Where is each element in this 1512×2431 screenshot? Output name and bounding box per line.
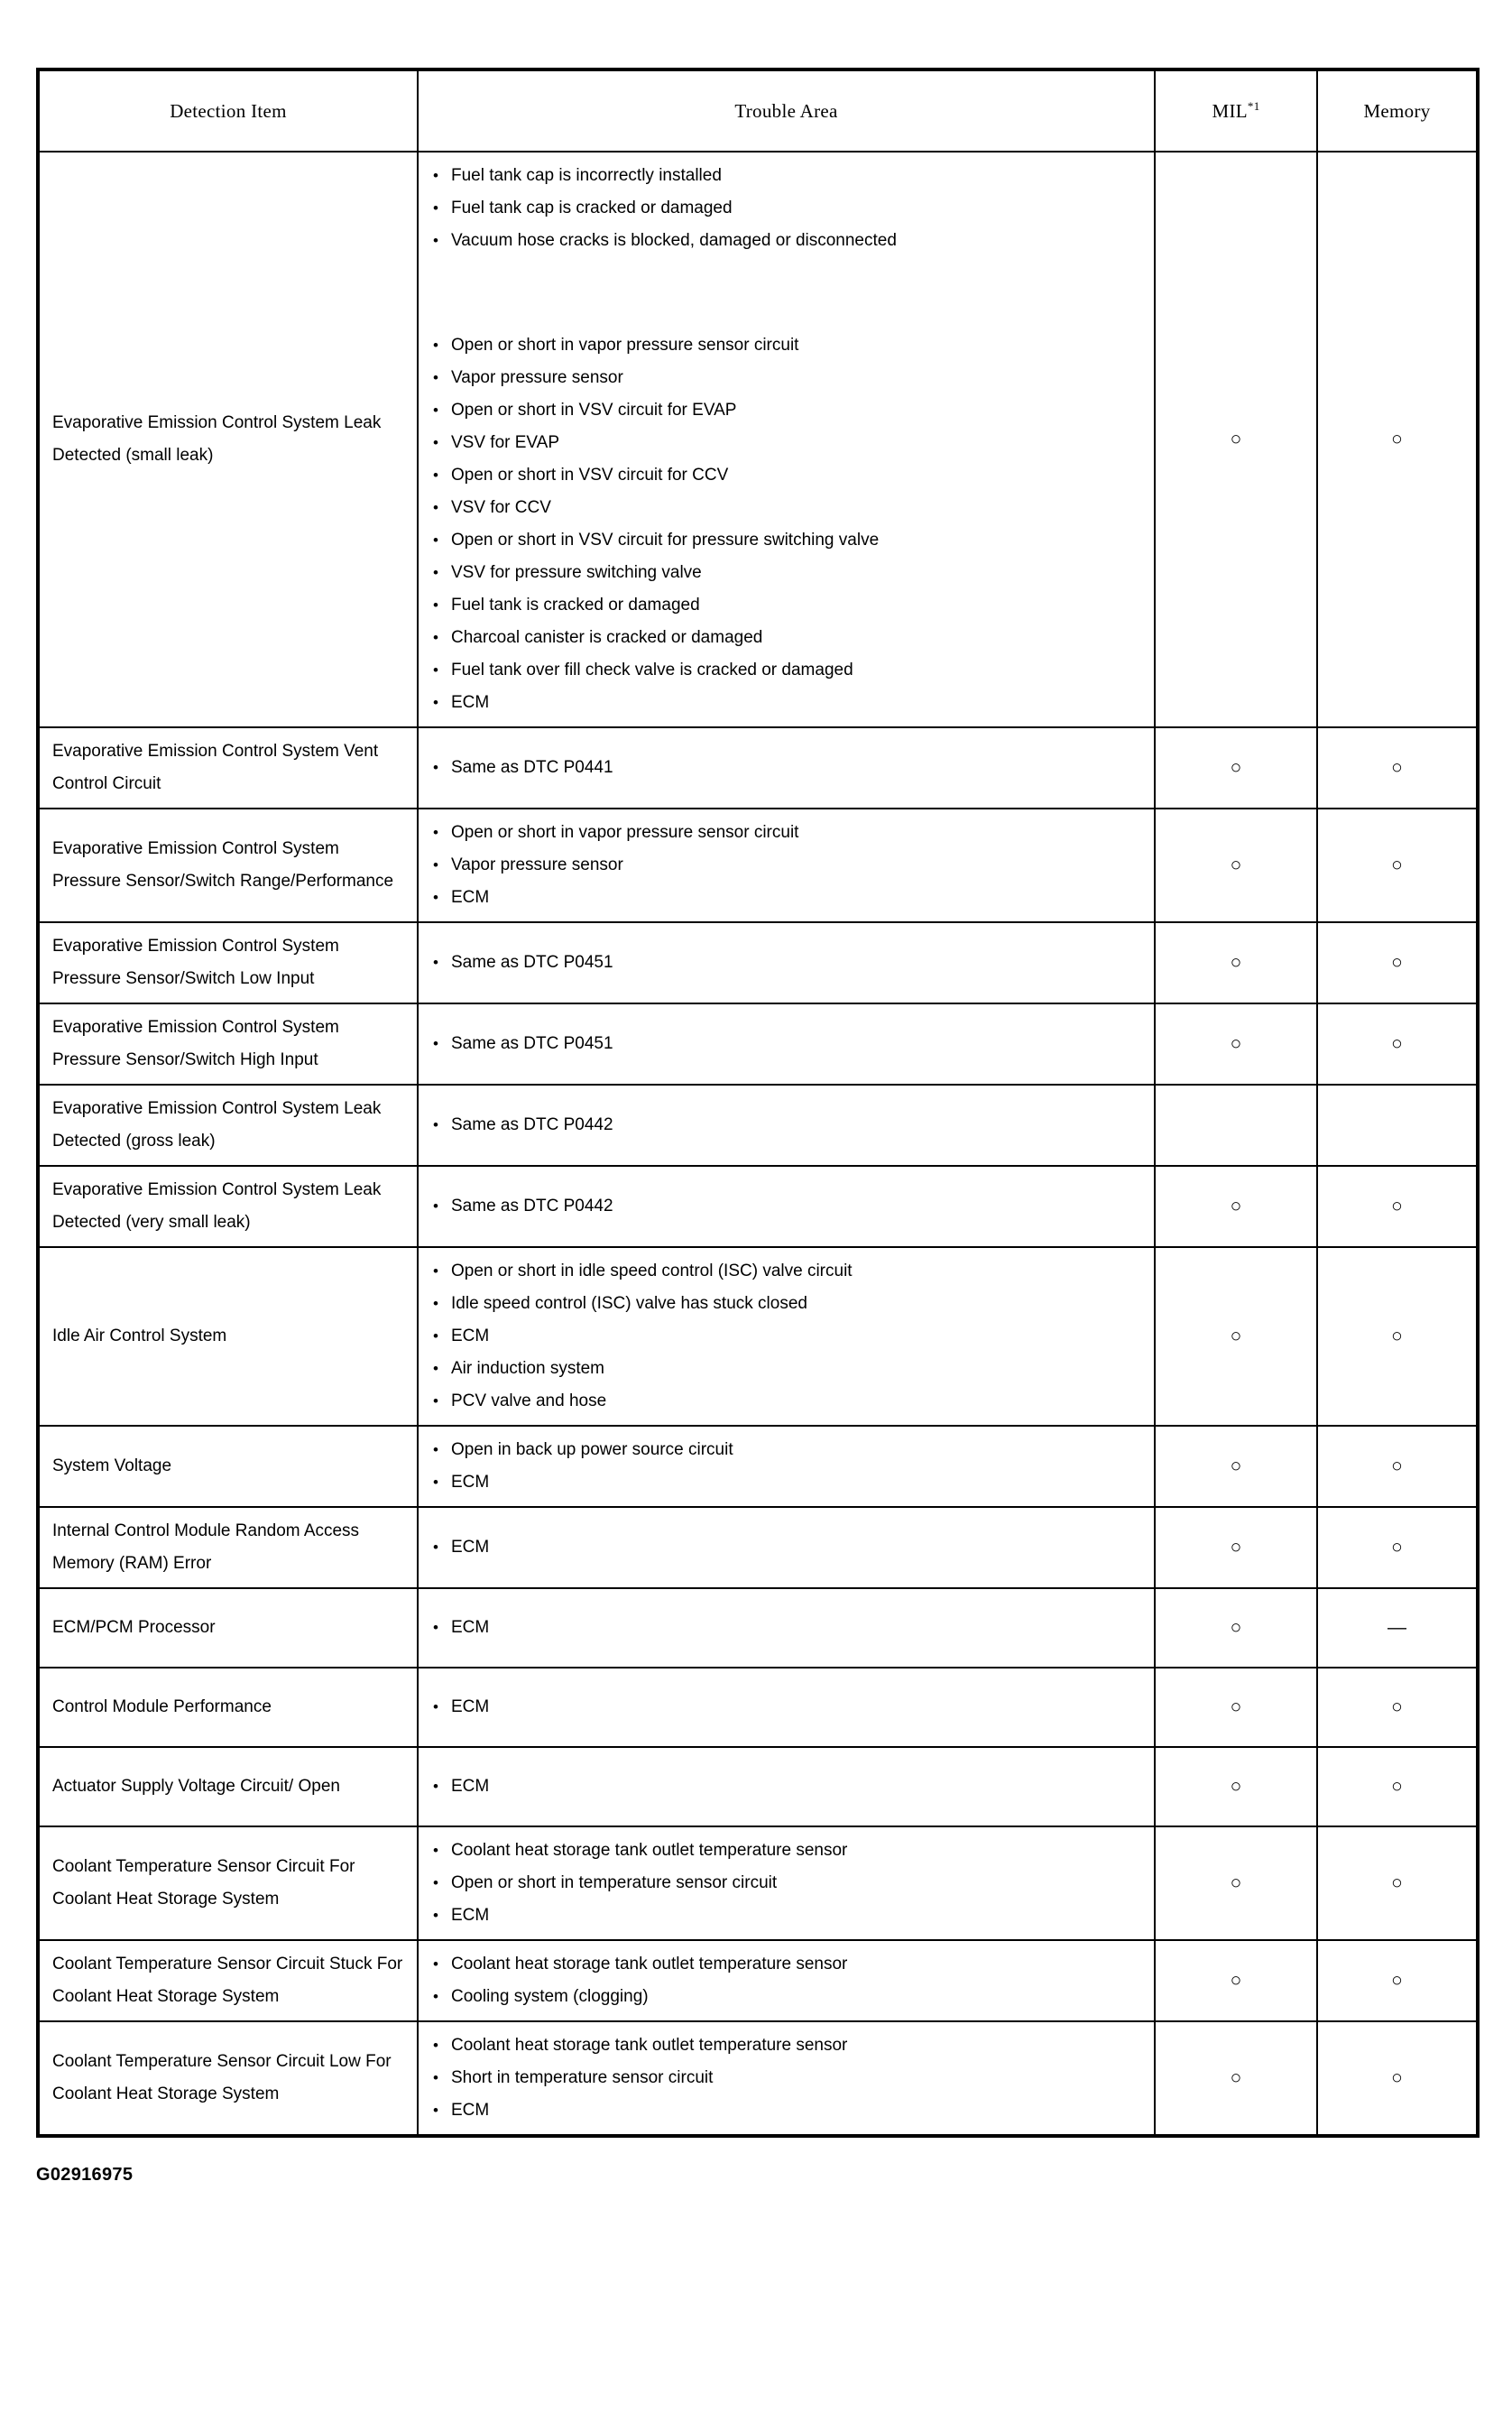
bullet-icon: •	[433, 2069, 438, 2086]
detection-item-cell: Evaporative Emission Control System Leak Detected (small leak)	[38, 152, 418, 727]
memory-cell: —	[1317, 1588, 1478, 1668]
trouble-area-cell	[418, 1426, 1155, 1507]
bullet-icon: •	[433, 1988, 438, 2005]
mil-footnote-marker: *1	[1247, 98, 1260, 113]
bullet-icon: •	[433, 1474, 438, 1491]
trouble-area-text: ECM	[451, 2101, 490, 2120]
trouble-area-text: ECM	[451, 1777, 490, 1796]
trouble-area-cell	[418, 1003, 1155, 1085]
trouble-area-item	[433, 1835, 1143, 1867]
table-row	[38, 922, 1478, 1003]
trouble-area-text: Coolant heat storage tank outlet temperature sensor	[451, 2036, 848, 2055]
trouble-area-list	[433, 1255, 1143, 1418]
detection-item-cell: Internal Control Module Random Access Memory (RAM) Error	[38, 1507, 418, 1588]
trouble-area-text: ECM	[451, 1473, 490, 1492]
trouble-area-text: Same as DTC P0441	[451, 758, 613, 777]
trouble-area-text: VSV for CCV	[451, 498, 551, 517]
trouble-area-text: Cooling system (clogging)	[451, 1987, 649, 2006]
mil-cell: ○	[1155, 1826, 1317, 1940]
detection-item-cell: Coolant Temperature Sensor Circuit Stuck For Coolant Heat Storage System	[38, 1940, 418, 2021]
mil-cell: ○	[1155, 727, 1317, 809]
memory-cell: ○	[1317, 922, 1478, 1003]
bullet-icon: •	[433, 1360, 438, 1377]
trouble-area-text: ECM	[451, 1326, 490, 1345]
column-header-trouble-area: Trouble Area	[418, 69, 1155, 152]
trouble-area-item	[433, 1255, 1143, 1288]
trouble-area-item	[433, 654, 1143, 687]
mil-cell: ○	[1155, 809, 1317, 922]
table-row	[38, 152, 1478, 727]
memory-cell: ○	[1317, 1507, 1478, 1588]
trouble-area-text: ECM	[451, 1618, 490, 1637]
trouble-area-text: Idle speed control (ISC) valve has stuck closed	[451, 1294, 807, 1313]
trouble-area-text: Open or short in temperature sensor circuit	[451, 1873, 778, 1892]
bullet-icon: •	[433, 954, 438, 971]
table-row	[38, 1507, 1478, 1588]
memory-cell: ○	[1317, 152, 1478, 727]
table-row	[38, 1747, 1478, 1826]
bullet-gap	[433, 257, 1143, 293]
detection-item-cell: Evaporative Emission Control System Leak Detected (very small leak)	[38, 1166, 418, 1247]
figure-id-label: G02916975	[36, 2165, 134, 2185]
trouble-area-item	[433, 1867, 1143, 1900]
trouble-area-text: Open or short in VSV circuit for EVAP	[451, 401, 737, 420]
trouble-area-list	[433, 1109, 1143, 1142]
bullet-icon: •	[433, 661, 438, 679]
trouble-area-item	[433, 492, 1143, 524]
trouble-area-text: Fuel tank over fill check valve is cracked or damaged	[451, 661, 853, 679]
trouble-area-item	[433, 524, 1143, 557]
trouble-area-text: Vapor pressure sensor	[451, 368, 623, 387]
trouble-area-item	[433, 1434, 1143, 1466]
memory-cell: ○	[1317, 1940, 1478, 2021]
detection-item-cell: Idle Air Control System	[38, 1247, 418, 1426]
trouble-area-text: ECM	[451, 693, 490, 712]
trouble-area-list	[433, 1691, 1143, 1724]
mil-cell	[1155, 1085, 1317, 1166]
memory-cell: ○	[1317, 1826, 1478, 1940]
bullet-icon: •	[433, 564, 438, 581]
bullet-icon: •	[433, 199, 438, 217]
trouble-area-text: ECM	[451, 1906, 490, 1925]
trouble-area-item	[433, 2062, 1143, 2094]
detection-item-cell: Evaporative Emission Control System Vent Control Circuit	[38, 727, 418, 809]
trouble-area-cell	[418, 1940, 1155, 2021]
table-row	[38, 1426, 1478, 1507]
mil-cell: ○	[1155, 1747, 1317, 1826]
bullet-icon: •	[433, 2037, 438, 2054]
trouble-area-text: Charcoal canister is cracked or damaged	[451, 628, 763, 647]
trouble-area-item	[433, 1948, 1143, 1981]
trouble-area-item	[433, 1385, 1143, 1418]
trouble-area-cell	[418, 809, 1155, 922]
trouble-area-item	[433, 2094, 1143, 2127]
trouble-area-item	[433, 1353, 1143, 1385]
trouble-area-text: Same as DTC P0442	[451, 1197, 613, 1216]
trouble-area-list	[433, 1190, 1143, 1223]
trouble-area-item	[433, 882, 1143, 914]
trouble-area-item	[433, 2029, 1143, 2062]
trouble-area-text: Coolant heat storage tank outlet temperature sensor	[451, 1841, 848, 1860]
bullet-icon: •	[433, 1197, 438, 1215]
bullet-icon: •	[433, 1262, 438, 1280]
trouble-area-item	[433, 1531, 1143, 1564]
trouble-area-text: Same as DTC P0451	[451, 1034, 613, 1053]
detection-item-cell: ECM/PCM Processor	[38, 1588, 418, 1668]
column-header-mil	[1155, 69, 1317, 152]
trouble-area-item	[433, 1190, 1143, 1223]
memory-cell: ○	[1317, 727, 1478, 809]
bullet-icon: •	[433, 1955, 438, 1973]
trouble-area-cell	[418, 727, 1155, 809]
trouble-area-text: VSV for pressure switching valve	[451, 563, 702, 582]
mil-cell: ○	[1155, 1426, 1317, 1507]
trouble-area-text: Short in temperature sensor circuit	[451, 2068, 714, 2087]
bullet-icon: •	[433, 1619, 438, 1636]
trouble-area-text: Open or short in VSV circuit for CCV	[451, 466, 729, 485]
mil-cell: ○	[1155, 1247, 1317, 1426]
bullet-icon: •	[433, 1907, 438, 1924]
detection-item-cell: Evaporative Emission Control System Pressure Sensor/Switch Range/Performance	[38, 809, 418, 922]
trouble-area-list	[433, 1835, 1143, 1932]
trouble-area-item	[433, 1320, 1143, 1353]
mil-cell: ○	[1155, 1588, 1317, 1668]
trouble-area-item	[433, 225, 1143, 257]
trouble-area-cell	[418, 1826, 1155, 1940]
trouble-area-text: Same as DTC P0442	[451, 1115, 613, 1134]
trouble-area-list	[433, 1531, 1143, 1564]
bullet-gap	[433, 293, 1143, 329]
trouble-area-text: Vacuum hose cracks is blocked, damaged or disconnected	[451, 231, 897, 250]
trouble-area-list	[433, 1770, 1143, 1803]
trouble-area-item	[433, 1691, 1143, 1724]
trouble-area-text: Fuel tank is cracked or damaged	[451, 596, 700, 615]
bullet-icon: •	[433, 1778, 438, 1795]
bullet-icon: •	[433, 1392, 438, 1410]
trouble-area-item	[433, 1466, 1143, 1499]
bullet-icon: •	[433, 1441, 438, 1458]
trouble-area-cell	[418, 152, 1155, 727]
table-row	[38, 727, 1478, 809]
trouble-area-cell	[418, 1507, 1155, 1588]
bullet-icon: •	[433, 467, 438, 484]
trouble-area-list	[433, 160, 1143, 719]
table-row	[38, 1003, 1478, 1085]
mil-cell: ○	[1155, 1507, 1317, 1588]
memory-cell: ○	[1317, 1747, 1478, 1826]
bullet-icon: •	[433, 1035, 438, 1052]
bullet-icon: •	[433, 694, 438, 711]
mil-cell: ○	[1155, 1940, 1317, 2021]
trouble-area-list	[433, 947, 1143, 979]
trouble-area-item	[433, 1770, 1143, 1803]
memory-cell: ○	[1317, 1166, 1478, 1247]
trouble-area-item	[433, 1288, 1143, 1320]
trouble-area-item	[433, 459, 1143, 492]
detection-item-cell: Evaporative Emission Control System Pressure Sensor/Switch Low Input	[38, 922, 418, 1003]
trouble-area-item	[433, 1900, 1143, 1932]
trouble-area-text: Open in back up power source circuit	[451, 1440, 733, 1459]
detection-item-cell: Actuator Supply Voltage Circuit/ Open	[38, 1747, 418, 1826]
memory-cell: ○	[1317, 1426, 1478, 1507]
table-row	[38, 1085, 1478, 1166]
trouble-area-text: VSV for EVAP	[451, 433, 560, 452]
trouble-area-item	[433, 192, 1143, 225]
trouble-area-cell	[418, 1588, 1155, 1668]
trouble-area-item	[433, 394, 1143, 427]
bullet-icon: •	[433, 1874, 438, 1891]
trouble-area-text: Fuel tank cap is incorrectly installed	[451, 166, 722, 185]
bullet-icon: •	[433, 759, 438, 776]
memory-cell: ○	[1317, 2021, 1478, 2136]
table-row	[38, 1247, 1478, 1426]
trouble-area-item	[433, 160, 1143, 192]
bullet-icon: •	[433, 1698, 438, 1715]
trouble-area-cell	[418, 1747, 1155, 1826]
trouble-area-text: Open or short in vapor pressure sensor circuit	[451, 336, 799, 355]
mil-cell: ○	[1155, 2021, 1317, 2136]
trouble-area-list	[433, 1948, 1143, 2013]
trouble-area-text: ECM	[451, 1538, 490, 1557]
trouble-area-item	[433, 362, 1143, 394]
column-header-detection-item: Detection Item	[38, 69, 418, 152]
bullet-icon: •	[433, 531, 438, 549]
bullet-icon: •	[433, 499, 438, 516]
trouble-area-list	[433, 1028, 1143, 1060]
trouble-area-item	[433, 687, 1143, 719]
trouble-area-cell	[418, 922, 1155, 1003]
bullet-icon: •	[433, 629, 438, 646]
trouble-area-item	[433, 947, 1143, 979]
trouble-area-list	[433, 2029, 1143, 2127]
trouble-area-text: Air induction system	[451, 1359, 605, 1378]
trouble-area-item	[433, 329, 1143, 362]
mil-cell: ○	[1155, 1166, 1317, 1247]
bullet-icon: •	[433, 1327, 438, 1345]
memory-cell: ○	[1317, 1668, 1478, 1747]
trouble-area-list	[433, 1434, 1143, 1499]
table-row	[38, 1668, 1478, 1747]
bullet-icon: •	[433, 1842, 438, 1859]
trouble-area-item	[433, 1109, 1143, 1142]
trouble-area-cell	[418, 1166, 1155, 1247]
trouble-area-text: ECM	[451, 888, 490, 907]
bullet-icon: •	[433, 596, 438, 614]
mil-cell: ○	[1155, 1668, 1317, 1747]
bullet-icon: •	[433, 2102, 438, 2119]
trouble-area-list	[433, 817, 1143, 914]
column-header-memory: Memory	[1317, 69, 1478, 152]
trouble-area-item	[433, 427, 1143, 459]
bullet-icon: •	[433, 434, 438, 451]
table-row	[38, 1940, 1478, 2021]
trouble-area-item	[433, 849, 1143, 882]
table-row	[38, 1166, 1478, 1247]
trouble-area-item	[433, 817, 1143, 849]
table-row	[38, 2021, 1478, 2136]
mil-cell: ○	[1155, 152, 1317, 727]
memory-cell: ○	[1317, 1003, 1478, 1085]
trouble-area-text: Coolant heat storage tank outlet temperature sensor	[451, 1955, 848, 1973]
trouble-area-text: Vapor pressure sensor	[451, 855, 623, 874]
detection-item-cell: Evaporative Emission Control System Pressure Sensor/Switch High Input	[38, 1003, 418, 1085]
detection-item-cell: Coolant Temperature Sensor Circuit For Coolant Heat Storage System	[38, 1826, 418, 1940]
bullet-icon: •	[433, 337, 438, 354]
bullet-icon: •	[433, 167, 438, 184]
bullet-icon: •	[433, 1116, 438, 1133]
bullet-icon: •	[433, 1295, 438, 1312]
trouble-area-text: Open or short in idle speed control (ISC) valve circuit	[451, 1262, 853, 1280]
trouble-area-item	[433, 752, 1143, 784]
detection-item-cell: Coolant Temperature Sensor Circuit Low For Coolant Heat Storage System	[38, 2021, 418, 2136]
trouble-area-item	[433, 557, 1143, 589]
bullet-icon: •	[433, 1539, 438, 1556]
table-row	[38, 1826, 1478, 1940]
bullet-icon: •	[433, 232, 438, 249]
mil-header-label: MIL	[1212, 99, 1248, 122]
trouble-area-item	[433, 622, 1143, 654]
trouble-area-item	[433, 1612, 1143, 1644]
bullet-icon: •	[433, 369, 438, 386]
trouble-area-list	[433, 1612, 1143, 1644]
trouble-area-cell	[418, 1247, 1155, 1426]
trouble-area-item	[433, 1028, 1143, 1060]
mil-cell: ○	[1155, 1003, 1317, 1085]
memory-cell: ○	[1317, 1247, 1478, 1426]
memory-cell	[1317, 1085, 1478, 1166]
trouble-area-text: PCV valve and hose	[451, 1391, 607, 1410]
trouble-area-text: Same as DTC P0451	[451, 953, 613, 972]
table-row	[38, 809, 1478, 922]
bullet-icon: •	[433, 402, 438, 419]
trouble-area-text: ECM	[451, 1697, 490, 1716]
trouble-area-text: Open or short in VSV circuit for pressure switching valve	[451, 531, 880, 550]
trouble-area-item	[433, 1981, 1143, 2013]
trouble-area-cell	[418, 2021, 1155, 2136]
memory-cell: ○	[1317, 809, 1478, 922]
trouble-area-item	[433, 589, 1143, 622]
dtc-table	[36, 68, 1480, 2138]
detection-item-cell: System Voltage	[38, 1426, 418, 1507]
bullet-icon: •	[433, 856, 438, 873]
trouble-area-cell	[418, 1085, 1155, 1166]
header-row	[38, 69, 1478, 152]
trouble-area-text: Open or short in vapor pressure sensor circuit	[451, 823, 799, 842]
trouble-area-text: Fuel tank cap is cracked or damaged	[451, 199, 733, 217]
trouble-area-list	[433, 752, 1143, 784]
bullet-icon: •	[433, 824, 438, 841]
detection-item-cell: Evaporative Emission Control System Leak Detected (gross leak)	[38, 1085, 418, 1166]
mil-cell: ○	[1155, 922, 1317, 1003]
detection-item-cell: Control Module Performance	[38, 1668, 418, 1747]
table-row	[38, 1588, 1478, 1668]
bullet-icon: •	[433, 889, 438, 906]
trouble-area-cell	[418, 1668, 1155, 1747]
